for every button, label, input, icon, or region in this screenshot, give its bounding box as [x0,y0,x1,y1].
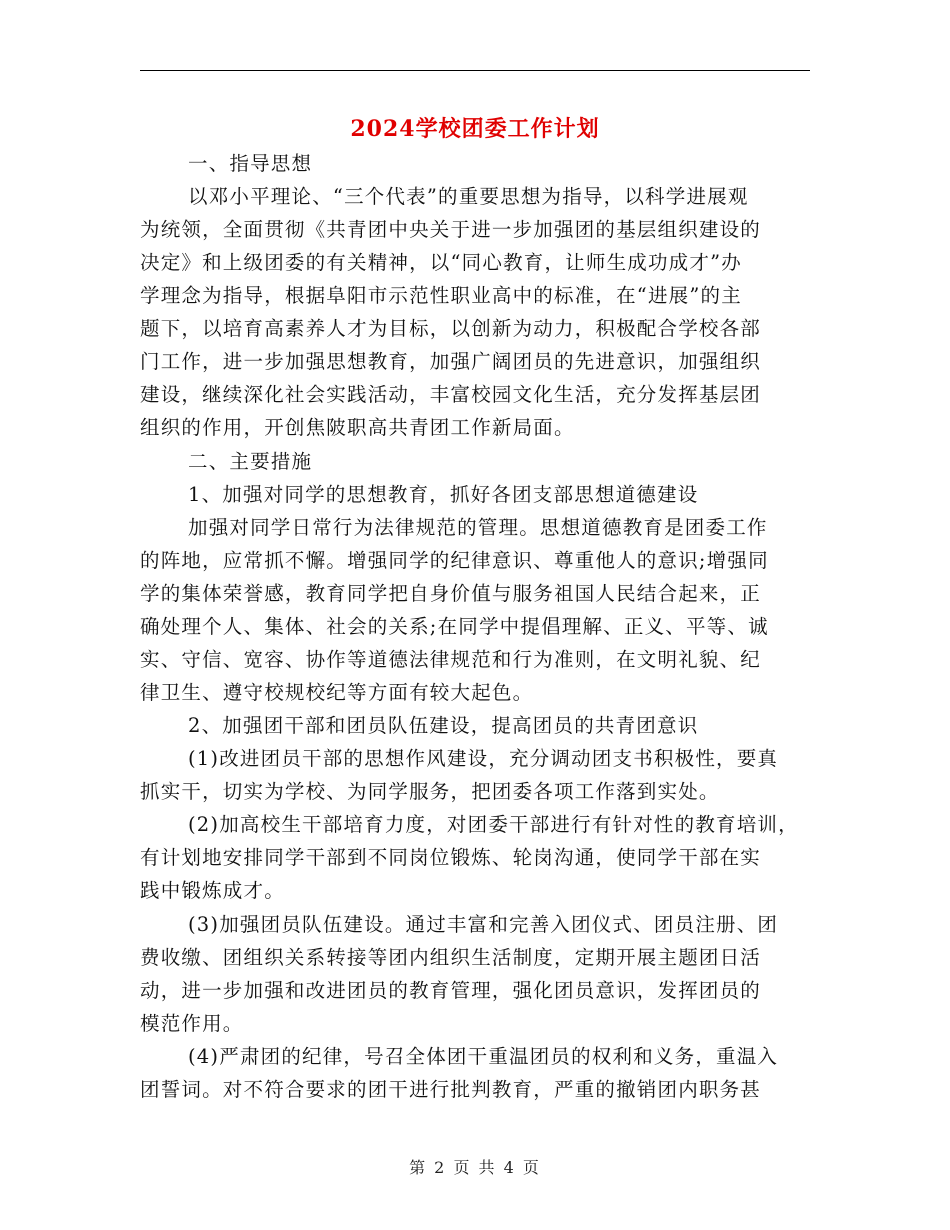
paragraph-line: 模范作用。 [140,1012,244,1035]
paragraph-line: 以邓小平理论、“三个代表”的重要思想为指导，以科学进展观 [188,185,749,208]
paragraph-line: 组织的作用，开创焦陂职高共青团工作新局面。 [140,416,575,439]
subsection-heading: 2、加强团干部和团员队伍建设，提高团员的共青团意识 [188,714,699,737]
paragraph-line: 抓实干，切实为学校、为同学服务，把团委各项工作落到实处。 [140,780,720,803]
paragraph-line: (2)加高校生干部培育力度，对团委干部进行有针对性的教育培训， [188,813,799,836]
paragraph-line: (1)改进团员干部的思想作风建设，充分调动团支书积极性，要真 [188,747,779,770]
section-heading: 二、主要措施 [188,450,313,473]
paragraph-line: 为统领，全面贯彻《共青团中央关于进一步加强团的基层组织建设的 [140,218,762,241]
paragraph-line: 题下，以培育高素养人才为目标，以创新为动力，积极配合学校各部 [140,317,762,340]
paragraph-line: 确处理个人、集体、社会的关系;在同学中提倡理解、正义、平等、诚 [140,615,769,638]
paragraph-line: 律卫生、遵守校规校纪等方面有较大起色。 [140,681,534,704]
paragraph-line: 有计划地安排同学干部到不同岗位锻炼、轮岗沟通，使同学干部在实 [140,846,762,869]
page-number-footer: 第 2 页 共 4 页 [409,1158,541,1177]
header-rule [140,70,810,71]
paragraph-line: 费收缴、团组织关系转接等团内组织生活制度，定期开展主题团日活 [140,946,762,969]
paragraph-line: 践中锻炼成才。 [140,879,285,902]
paragraph-line: 决定》和上级团委的有关精神，以“同心教育，让师生成功成才”办 [140,251,742,274]
document-title: 2024学校团委工作计划 [350,116,600,142]
paragraph-line: 建设，继续深化社会实践活动，丰富校园文化生活，充分发挥基层团 [140,383,762,406]
paragraph-line: 学理念为指导，根据阜阳市示范性职业高中的标准，在“进展”的主 [140,284,742,307]
paragraph-line: (4)严肃团的纪律，号召全体团干重温团员的权利和义务，重温入 [188,1045,779,1068]
paragraph-line: 实、守信、宽容、协作等道德法律规范和行为准则，在文明礼貌、纪 [140,648,762,671]
paragraph-line: 门工作，进一步加强思想教育，加强广阔团员的先进意识，加强组织 [140,350,762,373]
paragraph-line: (3)加强团员队伍建设。通过丰富和完善入团仪式、团员注册、团 [188,913,779,936]
section-heading: 一、指导思想 [188,152,313,175]
paragraph-line: 学的集体荣誉感，教育同学把自身价值与服务祖国人民结合起来，正 [140,582,762,605]
subsection-heading: 1、加强对同学的思想教育，抓好各团支部思想道德建设 [188,483,699,506]
paragraph-line: 团誓词。对不符合要求的团干进行批判教育，严重的撤销团内职务甚 [140,1078,762,1101]
paragraph-line: 动，进一步加强和改进团员的教育管理，强化团员意识，发挥团员的 [140,979,762,1002]
paragraph-line: 的阵地，应常抓不懈。增强同学的纪律意识、尊重他人的意识;增强同 [140,549,769,572]
paragraph-line: 加强对同学日常行为法律规范的管理。思想道德教育是团委工作 [188,516,768,539]
